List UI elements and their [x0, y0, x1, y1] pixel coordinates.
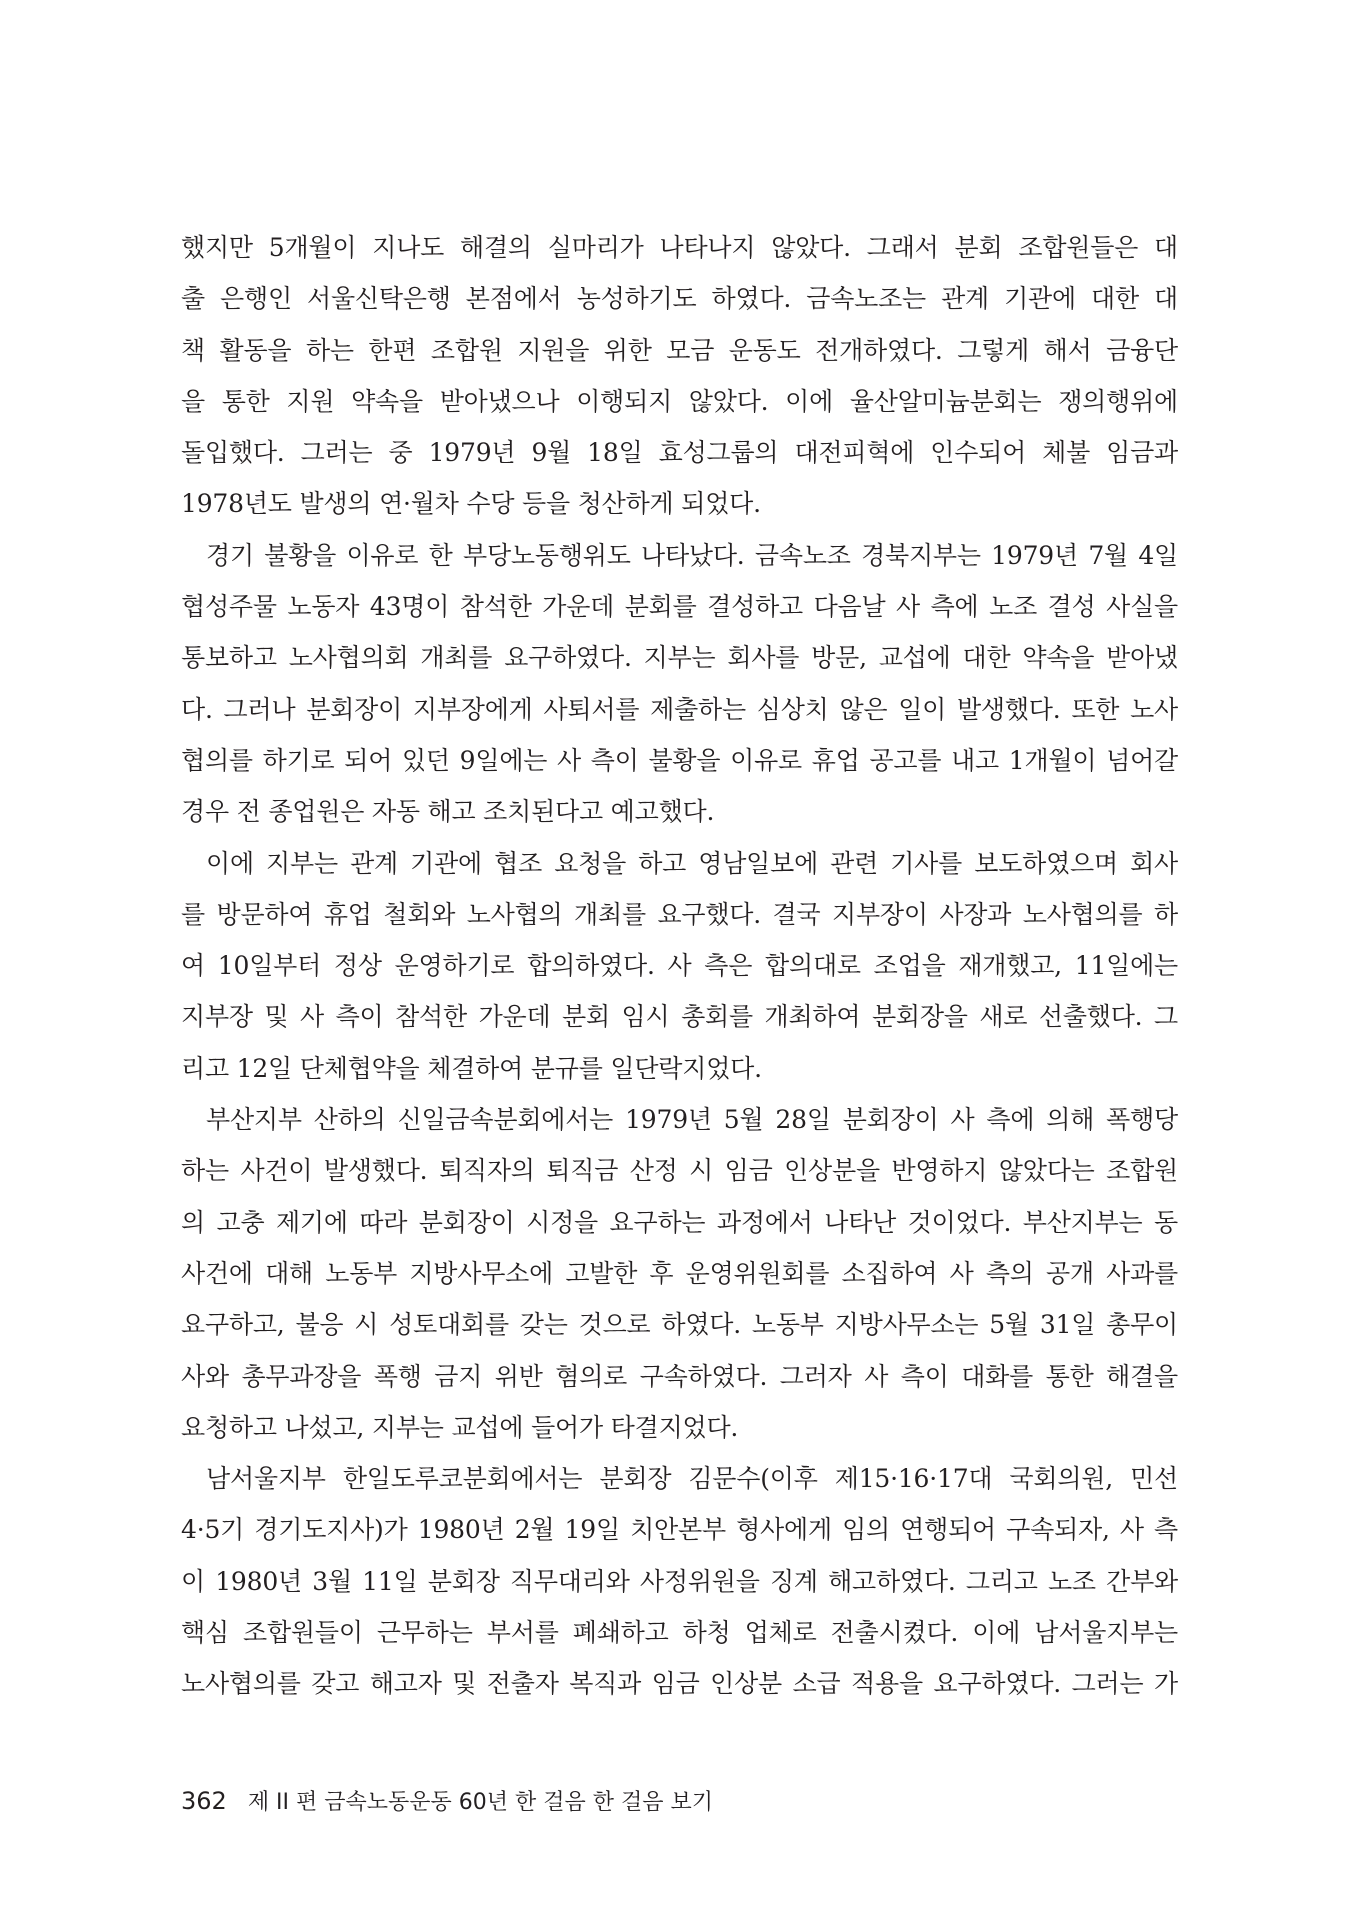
text-line: 다. 그러나 분회장이 지부장에게 사퇴서를 제출하는 심상치 않은 일이 발생했다. 또한 노사 [181, 694, 1178, 724]
text-line: 요구하고, 불응 시 성토대회를 갖는 것으로 하였다. 노동부 지방사무소는 5월 31일 총무이 [181, 1310, 1178, 1340]
text-line: 1978년도 발생의 연·월차 수당 등을 청산하게 되었다. [181, 489, 761, 519]
text-line: 4·5기 경기도지사)가 1980년 2월 19일 치안본부 형사에게 임의 연행되어 구속되자, 사 측 [181, 1515, 1178, 1545]
text-line: 협성주물 노동자 43명이 참석한 가운데 분회를 결성하고 다음날 사 측에 노조 결성 사실을 [181, 592, 1178, 622]
text-line: 요청하고 나섰고, 지부는 교섭에 들어가 타결지었다. [181, 1412, 739, 1442]
text-line: 했지만 5개월이 지나도 해결의 실마리가 나타나지 않았다. 그래서 분회 조합원들은 대 [181, 233, 1178, 262]
text-line: 여 10일부터 정상 운영하기로 합의하였다. 사 측은 합의대로 조업을 재개했고, 11일에는 [181, 951, 1178, 981]
text-line: 사와 총무과장을 폭행 금지 위반 혐의로 구속하였다. 그러자 사 측이 대화를 통한 해결을 [181, 1361, 1178, 1391]
text-line: 통보하고 노사협의회 개최를 요구하였다. 지부는 회사를 방문, 교섭에 대한 약속을 받아냈 [181, 643, 1178, 673]
text-line: 출 은행인 서울신탁은행 본점에서 농성하기도 하였다. 금속노조는 관계 기관에 대한 대 [181, 284, 1178, 314]
body-text [181, 222, 1178, 1710]
text-line: 지부장 및 사 측이 참석한 가운데 분회 임시 총회를 개최하여 분회장을 새로 선출했다. 그 [181, 1002, 1178, 1032]
text-line: 협의를 하기로 되어 있던 9일에는 사 측이 불황을 이유로 휴업 공고를 내고 1개월이 넘어갈 [181, 745, 1178, 775]
text-line: 을 통한 지원 약속을 받아냈으나 이행되지 않았다. 이에 율산알미늄분회는 쟁의행위에 [181, 386, 1178, 416]
text-line: 의 고충 제기에 따라 분회장이 시정을 요구하는 과정에서 나타난 것이었다. 부산지부는 동 [181, 1207, 1178, 1237]
text-line: 노사협의를 갖고 해고자 및 전출자 복직과 임금 인상분 소급 적용을 요구하였다. 그러는 가 [181, 1669, 1178, 1699]
text-line: 경기 불황을 이유로 한 부당노동행위도 나타났다. 금속노조 경북지부는 1979년 7월 4일 [206, 540, 1178, 570]
text-line: 남서울지부 한일도루코분회에서는 분회장 김문수(이후 제15·16·17대 국회의원, 민선 [206, 1464, 1178, 1494]
text-line: 이 1980년 3월 11일 분회장 직무대리와 사정위원을 징계 해고하였다. 그리고 노조 간부와 [181, 1566, 1178, 1596]
text-line: 경우 전 종업원은 자동 해고 조치된다고 예고했다. [181, 797, 715, 827]
chapter-title: 제 II 편 금속노동운동 60년 한 걸음 한 걸음 보기 [247, 1790, 714, 1815]
text-line: 를 방문하여 휴업 철회와 노사협의 개최를 요구했다. 결국 지부장이 사장과 노사협의를 하 [181, 899, 1178, 929]
text-line: 이에 지부는 관계 기관에 협조 요청을 하고 영남일보에 관련 기사를 보도하였으며 회사 [206, 848, 1178, 878]
text-line: 돌입했다. 그러는 중 1979년 9월 18일 효성그룹의 대전피혁에 인수되어 체불 임금과 [181, 438, 1178, 468]
text-line: 리고 12일 단체협약을 체결하여 분규를 일단락지었다. [181, 1053, 762, 1083]
page-number: 362 [181, 1787, 227, 1815]
text-line: 하는 사건이 발생했다. 퇴직자의 퇴직금 산정 시 임금 인상분을 반영하지 않았다는 조합원 [181, 1156, 1178, 1186]
page-footer [181, 1785, 713, 1816]
text-line: 책 활동을 하는 한편 조합원 지원을 위한 모금 운동도 전개하였다. 그렇게 해서 금융단 [181, 335, 1178, 365]
text-line: 사건에 대해 노동부 지방사무소에 고발한 후 운영위원회를 소집하여 사 측의 공개 사과를 [181, 1258, 1178, 1288]
text-line: 부산지부 산하의 신일금속분회에서는 1979년 5월 28일 분회장이 사 측에 의해 폭행당 [206, 1105, 1178, 1135]
text-line: 핵심 조합원들이 근무하는 부서를 폐쇄하고 하청 업체로 전출시켰다. 이에 남서울지부는 [181, 1618, 1178, 1648]
